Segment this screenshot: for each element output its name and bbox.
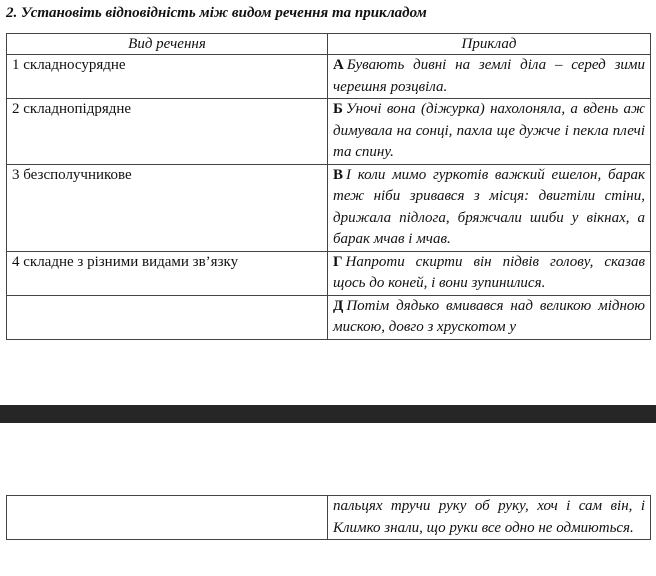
sentence-type-1: 1 складносурядне — [7, 55, 328, 99]
sentence-type-2: 2 складнопідрядне — [7, 99, 328, 165]
header-sentence-type: Вид речення — [7, 34, 328, 55]
example-letter: Г — [333, 253, 343, 270]
table-row — [7, 496, 651, 540]
example-d-continuation: пальцях тручи руку об руку, хоч і сам він, і Климко знали, що руки все одно не одмиються. — [328, 496, 651, 540]
table-row — [7, 251, 651, 295]
example-h — [328, 251, 651, 295]
task-title: 2. Установіть відповідність між видом речення та прикладом — [6, 5, 427, 21]
example-d — [328, 295, 651, 339]
matching-table — [6, 33, 651, 340]
matching-table-continuation — [6, 495, 651, 540]
example-letter: В — [333, 166, 344, 183]
example-text: Бувають дивні на землі діла – серед зими черешня розцвіла. — [333, 57, 645, 95]
page-divider — [0, 405, 656, 423]
example-text: Уночі вона (діжурка) нахолоняла, а вдень аж димувала на сонці, пахла ще дужче і пекла плечі та спину. — [333, 101, 645, 160]
table-header-row — [7, 34, 651, 55]
example-text: Потім дядько вмивався над великою мідною мискою, довго з хрускотом у — [333, 297, 645, 335]
example-letter: А — [333, 57, 344, 73]
empty-cell — [7, 496, 328, 540]
example-letter: Д — [333, 297, 344, 314]
sentence-type-4: 4 складне з різними видами зв’язку — [7, 251, 328, 295]
table-row — [7, 164, 651, 251]
example-b — [328, 99, 651, 165]
table-row — [7, 295, 651, 339]
example-letter: Б — [333, 101, 343, 117]
table-row — [7, 99, 651, 165]
example-v — [328, 164, 651, 251]
example-text: І коли мимо гуркотів важкий ешелон, барак теж ніби зривався з місця: двигтіли стіни, дрижала підлога, бряжчали шиби у вікнах, а барак мчав і мчав. — [333, 166, 645, 247]
table-row — [7, 55, 651, 99]
sentence-type-3: 3 безсполучникове — [7, 164, 328, 251]
empty-cell — [7, 295, 328, 339]
header-example: Приклад — [328, 34, 651, 55]
example-a — [328, 55, 651, 99]
example-text: Напроти скирти він підвів голову, сказав щось до коней, і вони зупинилися. — [333, 253, 645, 291]
